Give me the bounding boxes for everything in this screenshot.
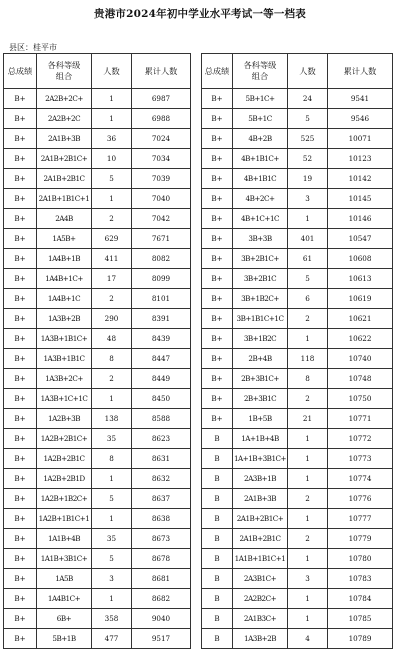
cell-cumulative: 7034 — [132, 149, 191, 169]
cell-grade-combo: 2A2B2C+ — [233, 589, 288, 609]
table-row — [4, 629, 191, 649]
table-row — [4, 249, 191, 269]
cell-total-grade: B+ — [4, 389, 37, 409]
table-row — [202, 409, 393, 429]
header-grade-combo: 各科等级 组合 — [233, 54, 288, 89]
cell-total-grade: B+ — [4, 609, 37, 629]
cell-count: 5 — [92, 489, 132, 509]
cell-cumulative: 8450 — [132, 389, 191, 409]
cell-total-grade: B+ — [4, 589, 37, 609]
cell-count: 1 — [288, 469, 328, 489]
table-header-row — [4, 54, 191, 89]
table-row — [202, 589, 393, 609]
cell-grade-combo: 2A2B+2C+ — [37, 89, 92, 109]
cell-count: 2 — [288, 489, 328, 509]
cell-count: 1 — [288, 549, 328, 569]
cell-total-grade: B+ — [4, 529, 37, 549]
table-row — [202, 369, 393, 389]
cell-count: 8 — [92, 349, 132, 369]
table-row — [202, 189, 393, 209]
cell-total-grade: B — [202, 549, 233, 569]
cell-total-grade: B+ — [4, 249, 37, 269]
table-row — [202, 609, 393, 629]
table-row — [4, 129, 191, 149]
cell-count: 1 — [92, 509, 132, 529]
cell-grade-combo: 1A4B+1C+ — [37, 269, 92, 289]
cell-grade-combo: 1A1B+1B1C+1 — [233, 549, 288, 569]
cell-count: 1 — [92, 469, 132, 489]
cell-grade-combo: 1A5B+ — [37, 229, 92, 249]
cell-grade-combo: 2A1B+1B1C+1 — [37, 189, 92, 209]
cell-cumulative: 10774 — [328, 469, 393, 489]
table-row — [4, 349, 191, 369]
cell-cumulative: 7040 — [132, 189, 191, 209]
cell-cumulative: 9546 — [328, 109, 393, 129]
cell-cumulative: 8439 — [132, 329, 191, 349]
cell-total-grade: B — [202, 629, 233, 649]
cell-count: 2 — [92, 289, 132, 309]
cell-total-grade: B+ — [202, 129, 233, 149]
cell-cumulative: 8638 — [132, 509, 191, 529]
cell-count: 2 — [288, 529, 328, 549]
header-total-grade: 总成绩 — [202, 54, 233, 89]
cell-count: 1 — [288, 589, 328, 609]
cell-grade-combo: 1A4B+1C — [37, 289, 92, 309]
cell-cumulative: 10622 — [328, 329, 393, 349]
cell-cumulative: 7671 — [132, 229, 191, 249]
cell-total-grade: B+ — [202, 169, 233, 189]
cell-grade-combo: 2A1B+2B1C — [233, 529, 288, 549]
cell-total-grade: B+ — [202, 269, 233, 289]
cell-count: 1 — [288, 209, 328, 229]
table-row — [4, 389, 191, 409]
cell-cumulative: 8678 — [132, 549, 191, 569]
cell-count: 1 — [288, 429, 328, 449]
cell-count: 10 — [92, 149, 132, 169]
cell-total-grade: B+ — [4, 569, 37, 589]
cell-count: 17 — [92, 269, 132, 289]
cell-grade-combo: 3B+1B2C — [233, 329, 288, 349]
table-row — [4, 209, 191, 229]
cell-grade-combo: 5B+1B — [37, 629, 92, 649]
cell-total-grade: B+ — [4, 429, 37, 449]
table-row — [202, 549, 393, 569]
header-cumulative: 累计人数 — [328, 54, 393, 89]
cell-grade-combo: 1A+1B+3B1C+ — [233, 449, 288, 469]
cell-cumulative: 10773 — [328, 449, 393, 469]
header-cumulative: 累计人数 — [132, 54, 191, 89]
header-total-grade: 总成绩 — [4, 54, 37, 89]
cell-count: 1 — [92, 189, 132, 209]
cell-grade-combo: 1A3B+1B1C+ — [37, 329, 92, 349]
cell-count: 477 — [92, 629, 132, 649]
cell-cumulative: 7039 — [132, 169, 191, 189]
cell-grade-combo: 2B+3B1C — [233, 389, 288, 409]
cell-grade-combo: 1A3B+2B — [233, 629, 288, 649]
cell-count: 5 — [92, 549, 132, 569]
cell-cumulative: 10785 — [328, 609, 393, 629]
table-row — [202, 329, 393, 349]
cell-cumulative: 10619 — [328, 289, 393, 309]
cell-grade-combo: 4B+1C+1C — [233, 209, 288, 229]
cell-count: 358 — [92, 609, 132, 629]
cell-total-grade: B — [202, 489, 233, 509]
cell-total-grade: B+ — [202, 89, 233, 109]
cell-total-grade: B+ — [202, 249, 233, 269]
cell-total-grade: B+ — [4, 349, 37, 369]
cell-cumulative: 8681 — [132, 569, 191, 589]
cell-grade-combo: 1A2B+2B1C — [37, 449, 92, 469]
cell-grade-combo: 3B+2B1C+ — [233, 249, 288, 269]
cell-cumulative: 6988 — [132, 109, 191, 129]
cell-cumulative: 10777 — [328, 509, 393, 529]
cell-total-grade: B+ — [4, 149, 37, 169]
table-row — [4, 329, 191, 349]
score-table-right — [201, 53, 393, 649]
cell-total-grade: B+ — [202, 109, 233, 129]
cell-cumulative: 9040 — [132, 609, 191, 629]
table-row — [202, 249, 393, 269]
cell-count: 411 — [92, 249, 132, 269]
cell-total-grade: B+ — [202, 409, 233, 429]
cell-grade-combo: 1A2B+3B — [37, 409, 92, 429]
table-row — [202, 309, 393, 329]
cell-cumulative: 10547 — [328, 229, 393, 249]
cell-count: 35 — [92, 429, 132, 449]
cell-count: 3 — [288, 189, 328, 209]
cell-grade-combo: 3B+2B1C — [233, 269, 288, 289]
table-row — [202, 269, 393, 289]
cell-count: 2 — [92, 369, 132, 389]
table-row — [202, 129, 393, 149]
cell-grade-combo: 1B+5B — [233, 409, 288, 429]
cell-cumulative: 10740 — [328, 349, 393, 369]
cell-grade-combo: 4B+2B — [233, 129, 288, 149]
cell-grade-combo: 5B+1C+ — [233, 89, 288, 109]
cell-cumulative: 8623 — [132, 429, 191, 449]
table-row — [4, 469, 191, 489]
cell-total-grade: B+ — [4, 509, 37, 529]
cell-cumulative: 10780 — [328, 549, 393, 569]
cell-cumulative: 8631 — [132, 449, 191, 469]
cell-total-grade: B+ — [202, 289, 233, 309]
cell-total-grade: B+ — [4, 109, 37, 129]
table-row — [4, 589, 191, 609]
cell-count: 118 — [288, 349, 328, 369]
table-row — [4, 149, 191, 169]
cell-count: 290 — [92, 309, 132, 329]
cell-total-grade: B+ — [202, 329, 233, 349]
cell-grade-combo: 2B+3B1C+ — [233, 369, 288, 389]
table-header-row — [202, 54, 393, 89]
cell-cumulative: 10621 — [328, 309, 393, 329]
cell-cumulative: 10750 — [328, 389, 393, 409]
table-row — [4, 169, 191, 189]
cell-count: 1 — [92, 89, 132, 109]
cell-count: 35 — [92, 529, 132, 549]
cell-total-grade: B+ — [4, 309, 37, 329]
table-body-left — [4, 89, 191, 649]
cell-total-grade: B+ — [202, 209, 233, 229]
cell-count: 138 — [92, 409, 132, 429]
cell-total-grade: B+ — [4, 469, 37, 489]
cell-cumulative: 8673 — [132, 529, 191, 549]
table-row — [202, 209, 393, 229]
table-row — [202, 529, 393, 549]
cell-total-grade: B+ — [4, 329, 37, 349]
cell-cumulative: 9517 — [132, 629, 191, 649]
table-row — [4, 609, 191, 629]
cell-count: 2 — [288, 309, 328, 329]
cell-count: 19 — [288, 169, 328, 189]
cell-count: 5 — [92, 169, 132, 189]
cell-total-grade: B+ — [202, 349, 233, 369]
cell-count: 2 — [288, 389, 328, 409]
cell-grade-combo: 2A1B+2B1C+ — [233, 509, 288, 529]
cell-grade-combo: 1A3B+2B — [37, 309, 92, 329]
cell-total-grade: B+ — [4, 549, 37, 569]
cell-count: 48 — [92, 329, 132, 349]
cell-count: 1 — [92, 589, 132, 609]
table-row — [4, 409, 191, 429]
cell-cumulative: 10146 — [328, 209, 393, 229]
cell-total-grade: B+ — [202, 229, 233, 249]
header-count: 人数 — [288, 54, 328, 89]
cell-count: 401 — [288, 229, 328, 249]
cell-count: 8 — [92, 449, 132, 469]
cell-grade-combo: 2B+4B — [233, 349, 288, 369]
cell-cumulative: 10779 — [328, 529, 393, 549]
cell-grade-combo: 1A1B+4B — [37, 529, 92, 549]
cell-total-grade: B — [202, 529, 233, 549]
score-table-left — [3, 53, 191, 649]
cell-total-grade: B+ — [4, 209, 37, 229]
cell-cumulative: 8637 — [132, 489, 191, 509]
header-grade-combo: 各科等级 组合 — [37, 54, 92, 89]
cell-count: 2 — [92, 209, 132, 229]
cell-cumulative: 10608 — [328, 249, 393, 269]
header-count: 人数 — [92, 54, 132, 89]
cell-total-grade: B+ — [4, 629, 37, 649]
cell-grade-combo: 1A2B+2B1D — [37, 469, 92, 489]
table-row — [202, 569, 393, 589]
cell-cumulative: 7042 — [132, 209, 191, 229]
cell-grade-combo: 1A5B — [37, 569, 92, 589]
cell-total-grade: B+ — [4, 169, 37, 189]
cell-grade-combo: 1A1B+3B1C+ — [37, 549, 92, 569]
cell-cumulative: 8682 — [132, 589, 191, 609]
cell-grade-combo: 1A3B+1B1C — [37, 349, 92, 369]
cell-count: 629 — [92, 229, 132, 249]
cell-cumulative: 9541 — [328, 89, 393, 109]
table-row — [202, 289, 393, 309]
cell-grade-combo: 2A1B+2B1C+ — [37, 149, 92, 169]
cell-grade-combo: 3B+1B1C+1C — [233, 309, 288, 329]
cell-grade-combo: 1A2B+2B1C+ — [37, 429, 92, 449]
table-row — [202, 349, 393, 369]
table-row — [202, 169, 393, 189]
cell-grade-combo: 1A+1B+4B — [233, 429, 288, 449]
table-row — [4, 509, 191, 529]
cell-grade-combo: 1A3B+1C+1C — [37, 389, 92, 409]
cell-count: 3 — [92, 569, 132, 589]
cell-total-grade: B — [202, 449, 233, 469]
cell-grade-combo: 2A2B+2C — [37, 109, 92, 129]
cell-cumulative: 10783 — [328, 569, 393, 589]
cell-count: 1 — [288, 509, 328, 529]
table-row — [4, 289, 191, 309]
cell-grade-combo: 3B+1B2C+ — [233, 289, 288, 309]
table-row — [4, 569, 191, 589]
cell-total-grade: B — [202, 589, 233, 609]
cell-total-grade: B+ — [4, 369, 37, 389]
cell-count: 1 — [288, 329, 328, 349]
cell-cumulative: 8588 — [132, 409, 191, 429]
cell-cumulative: 8632 — [132, 469, 191, 489]
cell-total-grade: B+ — [202, 149, 233, 169]
county-label: 县区：桂平市 — [9, 43, 57, 52]
cell-grade-combo: 1A2B+1B2C+ — [37, 489, 92, 509]
cell-total-grade: B+ — [4, 189, 37, 209]
cell-total-grade: B — [202, 509, 233, 529]
page-title: 贵港市2024年初中学业水平考试一等一档表 — [94, 8, 306, 20]
cell-total-grade: B+ — [4, 229, 37, 249]
table-row — [202, 149, 393, 169]
cell-cumulative: 10772 — [328, 429, 393, 449]
cell-count: 525 — [288, 129, 328, 149]
table-row — [202, 489, 393, 509]
table-row — [202, 429, 393, 449]
table-row — [4, 229, 191, 249]
cell-count: 52 — [288, 149, 328, 169]
table-row — [202, 629, 393, 649]
table-row — [4, 309, 191, 329]
cell-cumulative: 7024 — [132, 129, 191, 149]
cell-cumulative: 10145 — [328, 189, 393, 209]
cell-total-grade: B+ — [4, 449, 37, 469]
cell-total-grade: B+ — [4, 269, 37, 289]
cell-grade-combo: 2A3B+1B — [233, 469, 288, 489]
cell-cumulative: 10784 — [328, 589, 393, 609]
cell-total-grade: B+ — [4, 89, 37, 109]
cell-cumulative: 10123 — [328, 149, 393, 169]
cell-cumulative: 8099 — [132, 269, 191, 289]
cell-total-grade: B — [202, 569, 233, 589]
table-row — [4, 369, 191, 389]
cell-total-grade: B+ — [202, 369, 233, 389]
cell-grade-combo: 1A4B1C+ — [37, 589, 92, 609]
cell-count: 4 — [288, 629, 328, 649]
cell-grade-combo: 4B+2C+ — [233, 189, 288, 209]
cell-cumulative: 8447 — [132, 349, 191, 369]
cell-count: 1 — [288, 449, 328, 469]
cell-count: 61 — [288, 249, 328, 269]
cell-grade-combo: 6B+ — [37, 609, 92, 629]
table-row — [202, 469, 393, 489]
cell-cumulative: 10789 — [328, 629, 393, 649]
cell-total-grade: B+ — [4, 129, 37, 149]
cell-cumulative: 10071 — [328, 129, 393, 149]
cell-grade-combo: 2A1B3C+ — [233, 609, 288, 629]
cell-grade-combo: 2A3B1C+ — [233, 569, 288, 589]
table-row — [202, 89, 393, 109]
table-row — [202, 229, 393, 249]
cell-cumulative: 8082 — [132, 249, 191, 269]
table-body-right — [202, 89, 393, 649]
cell-grade-combo: 1A3B+2C+ — [37, 369, 92, 389]
cell-grade-combo: 4B+1B1C+ — [233, 149, 288, 169]
table-row — [4, 189, 191, 209]
cell-cumulative: 10748 — [328, 369, 393, 389]
cell-count: 1 — [92, 109, 132, 129]
table-row — [202, 389, 393, 409]
cell-total-grade: B+ — [4, 489, 37, 509]
table-row — [4, 109, 191, 129]
table-row — [202, 449, 393, 469]
cell-cumulative: 8391 — [132, 309, 191, 329]
cell-total-grade: B — [202, 469, 233, 489]
cell-cumulative: 10613 — [328, 269, 393, 289]
cell-grade-combo: 1A2B+1B1C+1 — [37, 509, 92, 529]
cell-total-grade: B+ — [4, 289, 37, 309]
cell-cumulative: 10142 — [328, 169, 393, 189]
cell-grade-combo: 3B+3B — [233, 229, 288, 249]
cell-count: 5 — [288, 109, 328, 129]
cell-cumulative: 8101 — [132, 289, 191, 309]
table-row — [4, 549, 191, 569]
table-row — [4, 529, 191, 549]
table-row — [202, 509, 393, 529]
cell-total-grade: B+ — [202, 389, 233, 409]
cell-total-grade: B+ — [202, 189, 233, 209]
cell-cumulative: 10776 — [328, 489, 393, 509]
cell-count: 5 — [288, 269, 328, 289]
table-row — [4, 429, 191, 449]
cell-total-grade: B — [202, 609, 233, 629]
cell-count: 1 — [92, 389, 132, 409]
cell-count: 24 — [288, 89, 328, 109]
cell-count: 3 — [288, 569, 328, 589]
cell-grade-combo: 4B+1B1C — [233, 169, 288, 189]
cell-total-grade: B — [202, 429, 233, 449]
cell-count: 1 — [288, 609, 328, 629]
cell-grade-combo: 2A1B+3B — [37, 129, 92, 149]
table-row — [4, 89, 191, 109]
cell-count: 36 — [92, 129, 132, 149]
cell-cumulative: 8449 — [132, 369, 191, 389]
cell-grade-combo: 5B+1C — [233, 109, 288, 129]
cell-count: 8 — [288, 369, 328, 389]
cell-total-grade: B+ — [4, 409, 37, 429]
cell-cumulative: 10771 — [328, 409, 393, 429]
table-row — [4, 269, 191, 289]
table-row — [202, 109, 393, 129]
cell-grade-combo: 2A1B+3B — [233, 489, 288, 509]
cell-count: 21 — [288, 409, 328, 429]
table-row — [4, 449, 191, 469]
cell-grade-combo: 1A4B+1B — [37, 249, 92, 269]
cell-count: 6 — [288, 289, 328, 309]
cell-grade-combo: 2A1B+2B1C — [37, 169, 92, 189]
cell-grade-combo: 2A4B — [37, 209, 92, 229]
cell-total-grade: B+ — [202, 309, 233, 329]
table-row — [4, 489, 191, 509]
cell-cumulative: 6987 — [132, 89, 191, 109]
